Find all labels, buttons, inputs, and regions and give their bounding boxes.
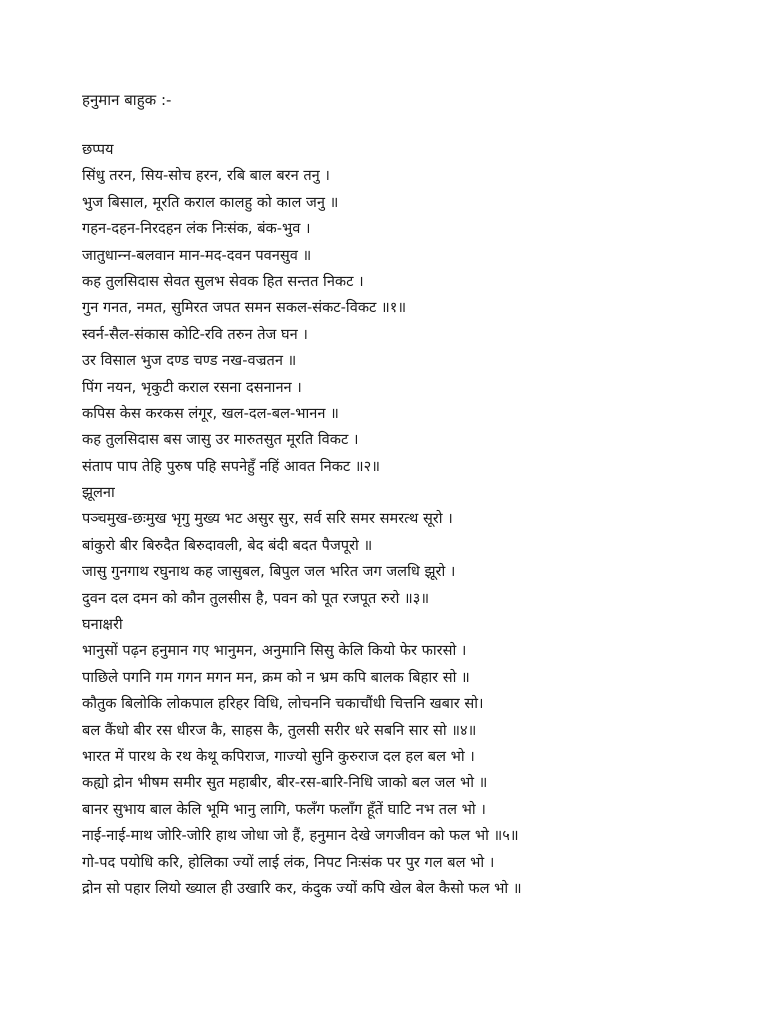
- verse-line: जातुधान्‍न-बलवान मान-मद-दवन पवनसुव ॥: [82, 246, 312, 264]
- verse-line: संताप पाप तेहि पुरुष पहि सपनेहुँ नहिं आवत निकट ॥२॥: [82, 457, 380, 475]
- verse-line: द्रोन सो पहार लियो ख्याल ही उखारि कर, कंदुक ज्यों कपि खेल बेल कैसो फल भो ॥: [82, 879, 522, 897]
- verse-line: बांकुरो बीर बिरुदैत बिरुदावली, बेद बंदी बदत पैजपूरो ॥: [82, 536, 373, 554]
- verse-line: जासु गुनगाथ रघुनाथ कह जासुबल, बिपुल जल भरित जग जलधि झूरो ।: [82, 563, 456, 581]
- verse-line: पञ्चमुख-छःमुख भृगु मुख्य भट असुर सुर, सर्व सरि समर समरत्थ सूरो ।: [82, 510, 453, 528]
- verse-line: कह्यो द्रोन भीषम समीर सुत महाबीर, बीर-रस-बारि-निधि जाको बल जल भो ॥: [82, 774, 488, 792]
- verse-line: बल कैंधो बीर रस धीरज कै, साहस कै, तुलसी सरीर धरे सबनि सार सो ॥४॥: [82, 721, 477, 739]
- verse-line: सिंधु तरन, सिय-सोच हरन, रबि बाल बरन तनु ।: [82, 167, 330, 185]
- verse-line: बानर सुभाय बाल केलि भूमि भानु लागि, फलँग फलाँग हूँतें घाटि नभ तल भो ।: [82, 800, 486, 818]
- verse-line: कह तुलसिदास बस जासु उर मारुतसुत मूरति विकट ।: [82, 431, 359, 449]
- verse-line: झूलना: [82, 484, 115, 502]
- verse-line: कह तुलसिदास सेवत सुलभ सेवक हित सन्तत निकट ।: [82, 272, 364, 290]
- verse-line: भारत में पारथ के रथ केथू कपिराज, गाज्यो सुनि कुरुराज दल हल बल भो ।: [82, 747, 475, 765]
- verse-line: दुवन दल दमन को कौन तुलसीस है, पवन को पूत रजपूत रुरो ॥३॥: [82, 589, 430, 607]
- verse-lines: [82, 137, 752, 902]
- document-title: हनुमान बाहुक :-: [82, 91, 172, 109]
- verse-line: पिंग नयन, भृकुटी कराल रसना दसनानन ।: [82, 378, 302, 396]
- verse-line: भुज बिसाल, मूरति कराल कालहु को काल जनु ॥: [82, 193, 339, 211]
- verse-line: घनाक्षरी: [82, 616, 123, 634]
- verse-line: छप्पय: [82, 141, 114, 158]
- verse-line: नाई-नाई-माथ जोरि-जोरि हाथ जोधा जो हैं, हनुमान देखे जगजीवन को फल भो ॥५॥: [82, 827, 519, 845]
- verse-line: कौतुक बिलोकि लोकपाल हरिहर विधि, लोचननि चकाचौंधी चित्तनि खबार सो।: [82, 695, 484, 713]
- verse-line: स्वर्न-सैल-संकास कोटि-रवि तरुन तेज घन ।: [82, 325, 308, 343]
- verse-line: कपिस केस करकस लंगूर, खल-दल-बल-भानन ॥: [82, 404, 339, 422]
- document-page: [82, 0, 752, 1024]
- verse-line: उर विसाल भुज दण्ड चण्ड नख-वज्रतन ॥: [82, 352, 297, 370]
- verse-line: गुन गनत, नमत, सुमिरत जपत समन सकल-संकट-विकट ॥१॥: [82, 299, 407, 317]
- verse-line: गहन-दहन-निरदहन लंक निःसंक, बंक-भुव ।: [82, 220, 311, 238]
- verse-line: पाछिले पगनि गम गगन मगन मन, क्रम को न भ्रम कपि बालक बिहार सो ॥: [82, 668, 470, 686]
- verse-line: भानुसों पढ़न हनुमान गए भानुमन, अनुमानि सिसु केलि कियो फेर फारसो ।: [82, 642, 467, 660]
- verse-line: गो-पद पयोधि करि, होलिका ज्यों लाई लंक, निपट निःसंक पर पुर गल बल भो ।: [82, 853, 495, 871]
